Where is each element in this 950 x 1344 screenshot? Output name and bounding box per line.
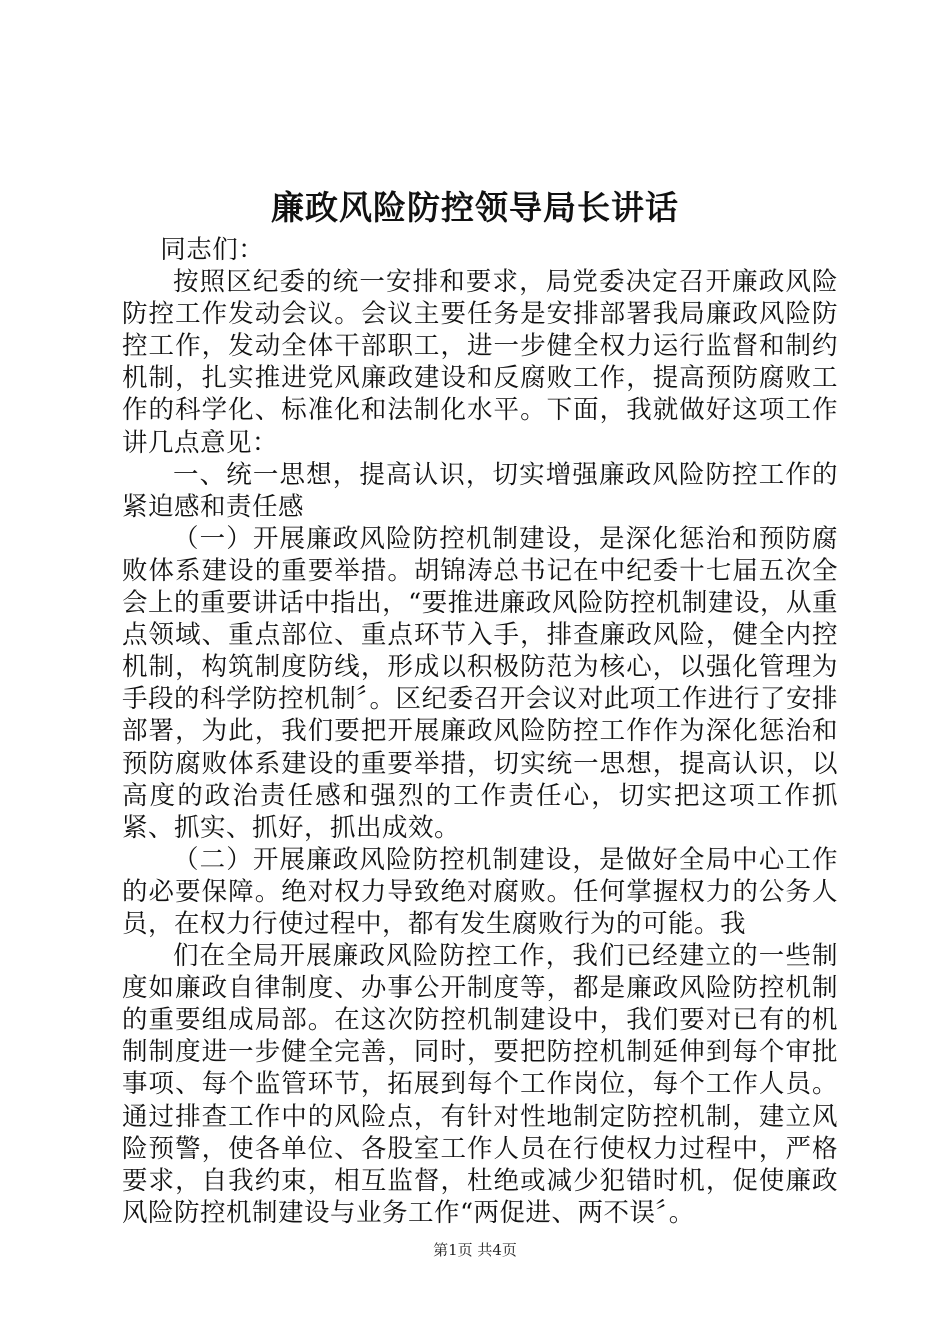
document-title: 廉政风险防控领导局长讲话 xyxy=(271,188,679,227)
paragraph-continuation: 们在全局开展廉政风险防控工作，我们已经建立的一些制度如廉政自律制度、办事公开制度等，都是廉政风险防控机制的重要组成局部。在这次防控机制建设中，我们要对已有的机制制度进一步健全完善，同时，要把防控机制延伸到每个审批事项、每个监管环节，拓展到每个工作岗位，每个工作人员。通过排查工作中的风险点，有针对性地制定防控机制，建立风险预警，使各单位、各股室工作人员在行使权力过程中，严格要求，自我约束，相互监督，杜绝或减少犯错时机，促使廉政风险防控机制建设与业务工作“两促进、两不误〞。 xyxy=(122,941,838,1228)
paragraph-point-1: （一）开展廉政风险防控机制建设，是深化惩治和预防腐败体系建设的重要举措。胡锦涛总书记在中纪委十七届五次全会上的重要讲话中指出，“要推进廉政风险防控机制建设，从重点领域、重点部位、重点环节入手，排查廉政风险，健全内控机制，构筑制度防线，形成以积极防范为核心，以强化管理为手段的科学防控机制〞。区纪委召开会议对此项工作进行了安排部署，为此，我们要把开展廉政风险防控工作作为深化惩治和预防腐败体系建设的重要举措，切实统一思想，提高认识，以高度的政治责任感和强烈的工作责任心，切实把这项工作抓紧、抓实、抓好，抓出成效。 xyxy=(122,523,838,843)
paragraph-intro: 按照区纪委的统一安排和要求，局党委决定召开廉政风险防控工作发动会议。会议主要任务是安排部署我局廉政风险防控工作，发动全体干部职工，进一步健全权力运行监督和制约机制，扎实推进党风廉政建设和反腐败工作，提高预防腐败工作的科学化、标准化和法制化水平。下面，我就做好这项工作讲几点意见： xyxy=(122,267,838,458)
document-body xyxy=(122,234,838,1229)
salutation: 同志们： xyxy=(160,235,265,265)
page-footer: 第1页 共4页 xyxy=(433,1241,517,1259)
paragraph-point-2: （二）开展廉政风险防控机制建设，是做好全局中心工作的必要保障。绝对权力导致绝对腐败。任何掌握权力的公务人员，在权力行使过程中，都有发生腐败行为的可能。我 xyxy=(122,844,838,939)
section-heading-1: 一、统一思想，提高认识，切实增强廉政风险防控工作的紧迫感和责任感 xyxy=(122,459,838,522)
